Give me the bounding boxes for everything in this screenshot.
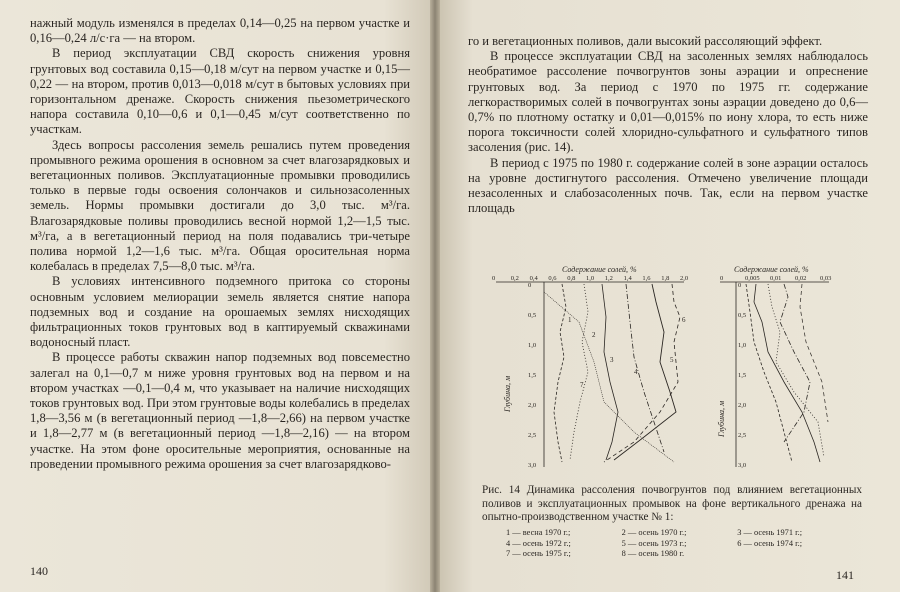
right-y-title: Глубина, м	[717, 400, 726, 437]
curve-label: 6	[682, 316, 686, 324]
y-tick-label: 1,0	[738, 342, 747, 349]
page-number: 140	[30, 564, 48, 578]
x-tick-label: 1,6	[642, 275, 651, 282]
figure-caption: Рис. 14 Динамика рассоления почвогрунтов под влиянием вегетационных поливов и эксплуатационных промывок на фоне вертикального дренажа на опытно-производственном участке № 1:	[482, 484, 862, 524]
legend-entry: 1 — весна 1970 г.;	[506, 528, 571, 537]
right-axis-title: Содержание солей, %	[734, 265, 809, 274]
legend-entry: 4 — осень 1972 г.;	[506, 538, 571, 548]
x-tick-label: 0,8	[567, 275, 576, 282]
x-tick-label: 2,0	[680, 275, 689, 282]
x-tick-label: 1,2	[604, 275, 613, 282]
y-tick-label: 2,0	[738, 402, 747, 409]
right-page	[436, 0, 900, 592]
x-tick-label: 0,6	[548, 275, 557, 282]
x-tick-label: 0,005	[745, 275, 760, 282]
legend-entry: 2 — осень 1970 г.;	[621, 528, 687, 537]
left-panel	[492, 265, 688, 469]
curve-label: 1	[568, 316, 572, 324]
paragraph: В период с 1975 по 1980 г. содержание солей в зоне аэрации осталось на уровне достигнутого рассоления. Отмечено увеличение площади незасоленных и слабозасоленных почв. Так, если на первом участке площадь	[468, 155, 868, 216]
y-tick-label: 3,0	[528, 462, 537, 469]
paragraph: нажный модуль изменялся в пределах 0,14—0,25 на первом участке и 0,16—0,24 л/с·га — на втором.	[30, 16, 410, 46]
legend-entry: 7 — осень 1975 г.;	[506, 549, 571, 558]
legend-row	[506, 528, 846, 539]
right-panel	[717, 265, 831, 469]
legend-entry: 8 — осень 1980 г.	[621, 549, 685, 558]
y-tick-label: 0	[528, 282, 532, 289]
y-tick-label: 1,0	[528, 342, 537, 349]
x-tick-label: 0,03	[820, 275, 832, 282]
curve-label: 2	[592, 331, 596, 339]
left-y-title: Глубина, м	[503, 375, 512, 412]
left-page	[0, 0, 436, 592]
x-tick-label: 0,02	[795, 275, 807, 282]
book-gutter	[430, 0, 440, 592]
legend-row	[506, 549, 846, 560]
y-tick-label: 2,0	[528, 402, 537, 409]
x-tick-label: 0,4	[529, 275, 538, 282]
paragraph: В период эксплуатации СВД скорость снижения уровня грунтовых вод составила 0,15—0,18 м/сут на первом участке и 0,15—0,22 — на втором, против 0,013—0,018 м/сут в бытовых условиях при горизонтальном дренаже. Скорость снижения пьезометрического напора составила 0,10—0,6 и 0,1—0,45 м/сут соответственно по участкам.	[30, 46, 410, 137]
curve-label: 3	[610, 356, 614, 364]
figure-legend	[506, 528, 846, 560]
legend-entry: 3 — осень 1971 г.;	[737, 528, 803, 537]
x-tick-label: 1,4	[623, 275, 632, 282]
paragraph: В условиях интенсивного подземного притока со стороны основным условием мелиорации земель является снятие напора подземных вод и создание на орошаемых землях нисходящих фильтрационных токов грунтовых вод в каптируемый скважинами водоносный пласт.	[30, 274, 410, 350]
y-tick-label: 0	[738, 282, 742, 289]
y-tick-label: 0,5	[738, 312, 747, 319]
salinity-figure	[484, 262, 844, 472]
curve-label: 4	[634, 368, 638, 376]
curve-label: 7	[580, 381, 584, 389]
right-page-text	[468, 34, 868, 216]
x-tick-label: 0,01	[770, 275, 782, 282]
x-tick-label: 0,2	[510, 275, 519, 282]
y-tick-label: 0,5	[528, 312, 537, 319]
y-tick-label: 1,5	[528, 372, 537, 379]
left-axis-title: Содержание солей, %	[562, 265, 637, 274]
y-tick-label: 3,0	[738, 462, 747, 469]
x-tick-label: 1,0	[586, 275, 595, 282]
legend-row	[506, 539, 846, 550]
y-tick-label: 1,5	[738, 372, 747, 379]
legend-entry: 5 — осень 1973 г.;	[621, 538, 687, 548]
paragraph: В процессе эксплуатации СВД на засоленных землях наблюдалось необратимое рассоление почвогрунтов зоны аэрации и опреснение грунтовых вод. За период с 1970 по 1975 гг. содержание легкорастворимых солей в почвогрунтах зоны аэрации доведено до 0,6—0,7% по плотному остатку и 0,01—0,015% по иону хлора, то есть ниже порога токсичности солей хлоридно-сульфатного и сульфатного типов засоления (рис. 14).	[468, 49, 868, 155]
paragraph: В процессе работы скважин напор подземных вод повсеместно залегал на 0,1—0,7 м ниже уровня грунтовых вод на первом и на втором участках —0,1—0,4 м, что указывает на наличие нисходящих токов грунтовых вод. При этом грунтовые воды колебались в пределах 1,8—3,56 м (в вегетационный период —1,8—2,66) на первом участке и 1,8—2,77 м (в вегетационный период —1,8—2,16) — на втором участке. На этом фоне оросительные мероприятия, основанные на проведении промывного режима орошения за счет влагозарядково-	[30, 350, 410, 471]
x-tick-label: 0	[492, 275, 496, 282]
left-page-text	[30, 16, 410, 472]
page-number: 141	[836, 568, 854, 582]
x-tick-label: 1,8	[661, 275, 670, 282]
paragraph: Здесь вопросы рассоления земель решались путем проведения промывного режима орошения в основном за счет влагозарядковых и вегетационных поливов. Эксплуатационные промывки проводились только в первые годы освоения солончаков и сильнозасоленных земель. Нормы промывки достигали до 3,0 тыс. м³/га. Влагозарядковые поливы проводились весной нормой 1,2—1,5 тыс. м³/га, а в вегетационный период на поля подавались три-четыре полива нормой 1,2—1,6 тыс. м³/га. Общая оросительная норма колебалась в пределах 7,5—8,0 тыс. м³/га.	[30, 137, 410, 274]
legend-entry: 6 — осень 1974 г.;	[737, 538, 803, 548]
y-tick-label: 2,5	[738, 432, 747, 439]
paragraph: го и вегетационных поливов, дали высокий рассоляющий эффект.	[468, 34, 823, 48]
curve-label: 5	[670, 356, 674, 364]
x-tick-label: 0	[720, 275, 724, 282]
y-tick-label: 2,5	[528, 432, 537, 439]
